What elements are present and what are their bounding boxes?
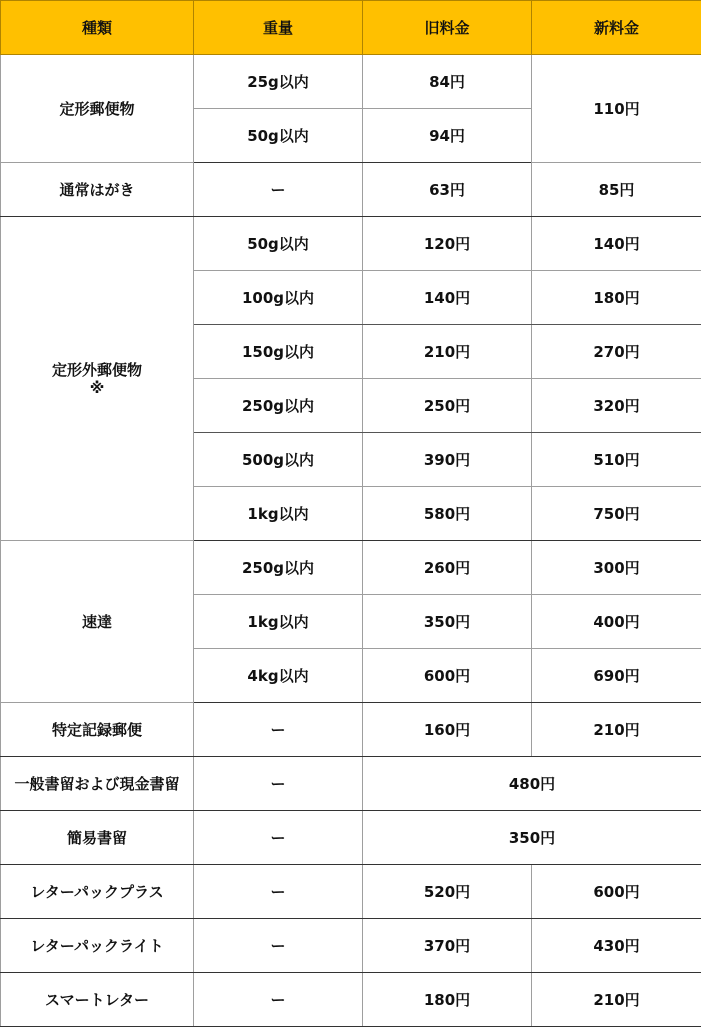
new-price-cell: 110円 [532,55,701,163]
weight-cell: ー [194,919,363,973]
weight-cell: 150g以内 [194,325,363,379]
weight-cell: 250g以内 [194,379,363,433]
price-cell: 350円 [363,811,701,865]
new-price-cell: 320円 [532,379,701,433]
weight-cell: 50g以内 [194,217,363,271]
new-price-cell: 600円 [532,865,701,919]
old-price-cell: 120円 [363,217,532,271]
old-price-cell: 250円 [363,379,532,433]
table-row [1,163,701,217]
new-price-cell: 750円 [532,487,701,541]
new-price-cell: 270円 [532,325,701,379]
old-price-cell: 260円 [363,541,532,595]
old-price-cell: 390円 [363,433,532,487]
old-price-cell: 600円 [363,649,532,703]
weight-cell: ー [194,811,363,865]
type-cell: 速達 [1,541,194,703]
price-cell: 480円 [363,757,701,811]
old-price-cell: 84円 [363,55,532,109]
weight-cell: 1kg以内 [194,595,363,649]
weight-cell: 500g以内 [194,433,363,487]
type-cell: 通常はがき [1,163,194,217]
type-cell: レターパックプラス [1,865,194,919]
weight-cell: 4kg以内 [194,649,363,703]
table-row [1,919,701,973]
header-type: 種類 [1,1,194,55]
weight-cell: ー [194,703,363,757]
weight-cell: 50g以内 [194,109,363,163]
old-price-cell: 94円 [363,109,532,163]
weight-cell: 1kg以内 [194,487,363,541]
new-price-cell: 180円 [532,271,701,325]
table-row [1,217,701,271]
note-mark: ※ [1,379,193,397]
type-cell: スマートレター [1,973,194,1027]
old-price-cell: 370円 [363,919,532,973]
table-row [1,55,701,109]
new-price-cell: 510円 [532,433,701,487]
old-price-cell: 350円 [363,595,532,649]
type-label: 定形外郵便物 [52,361,142,379]
new-price-cell: 430円 [532,919,701,973]
table-row [1,757,701,811]
type-cell [1,217,194,541]
new-price-cell: 85円 [532,163,701,217]
new-price-cell: 140円 [532,217,701,271]
table-row [1,541,701,595]
weight-cell: ー [194,865,363,919]
new-price-cell: 210円 [532,973,701,1027]
type-cell: 定形郵便物 [1,55,194,163]
new-price-cell: 690円 [532,649,701,703]
old-price-cell: 160円 [363,703,532,757]
old-price-cell: 63円 [363,163,532,217]
new-price-cell: 300円 [532,541,701,595]
table-row [1,703,701,757]
table-row [1,865,701,919]
type-cell: 一般書留および現金書留 [1,757,194,811]
new-price-cell: 210円 [532,703,701,757]
new-price-cell: 400円 [532,595,701,649]
old-price-cell: 210円 [363,325,532,379]
old-price-cell: 140円 [363,271,532,325]
old-price-cell: 520円 [363,865,532,919]
header-weight: 重量 [194,1,363,55]
weight-cell: 250g以内 [194,541,363,595]
old-price-cell: 180円 [363,973,532,1027]
type-cell: 簡易書留 [1,811,194,865]
table-row [1,811,701,865]
weight-cell: ー [194,163,363,217]
old-price-cell: 580円 [363,487,532,541]
weight-cell: ー [194,757,363,811]
header-row [1,1,701,55]
header-new-price: 新料金 [532,1,701,55]
weight-cell: 25g以内 [194,55,363,109]
type-cell: レターパックライト [1,919,194,973]
table-row [1,973,701,1027]
header-old-price: 旧料金 [363,1,532,55]
weight-cell: ー [194,973,363,1027]
type-cell: 特定記録郵便 [1,703,194,757]
weight-cell: 100g以内 [194,271,363,325]
